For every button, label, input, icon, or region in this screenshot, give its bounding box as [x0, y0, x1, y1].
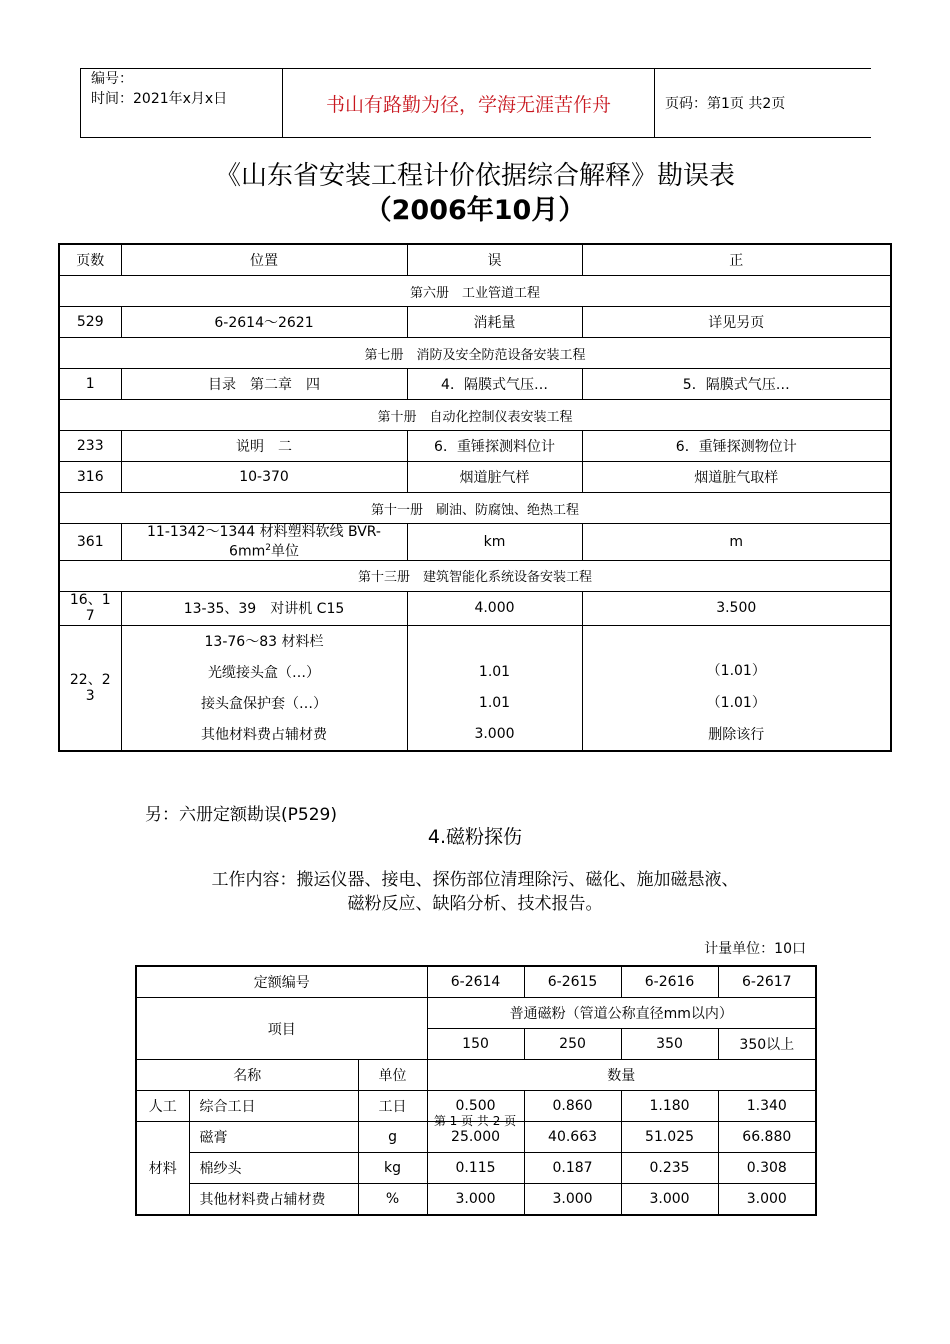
cell: 4.000: [407, 591, 582, 625]
position-line: 13-76～83 材料栏: [204, 634, 324, 651]
page-title-date: （2006年10月）: [364, 195, 586, 226]
cell: 0.860: [524, 1091, 621, 1122]
cell: 10-370: [121, 462, 407, 493]
cell: 6-2616: [621, 966, 718, 998]
cell: 单位: [358, 1060, 427, 1091]
page-title: 《山东省安装工程计价依据综合解释》勘误表: [214, 161, 735, 191]
cell: 3.000: [524, 1184, 621, 1216]
cell: [121, 625, 407, 751]
cell: 烟道脏气样: [407, 462, 582, 493]
cell: 6．重锤探测料位计: [407, 431, 582, 462]
cell: 250: [524, 1029, 621, 1060]
cell: m: [582, 524, 891, 561]
table-row: [59, 431, 891, 462]
section-title: 第十三册 建筑智能化系统设备安装工程: [59, 560, 891, 591]
cell: 4．隔膜式气压…: [407, 369, 582, 400]
motto: 书山有路勤为径，学海无涯苦作舟: [282, 69, 655, 137]
cell: km: [407, 524, 582, 561]
position-line: 11-1342～1344 材料塑料软线 BVR-: [147, 524, 381, 540]
cell: 名称: [136, 1060, 358, 1091]
cell: 0.235: [621, 1153, 718, 1184]
cell: 详见另页: [582, 307, 891, 338]
table-row: [136, 1184, 816, 1216]
cell: 13-35、39 对讲机 C15: [121, 591, 407, 625]
cell: 3.000: [427, 1184, 524, 1216]
cell: 材料: [136, 1122, 189, 1216]
cell: 1: [59, 369, 121, 400]
cell: 529: [59, 307, 121, 338]
cell: 6-2617: [718, 966, 816, 998]
table-row: [59, 524, 891, 561]
cell: 6-2615: [524, 966, 621, 998]
header-cell: 误: [407, 244, 582, 276]
cell: 工日: [358, 1091, 427, 1122]
section-title: 第十一册 刷油、防腐蚀、绝热工程: [59, 493, 891, 524]
page-label: 页码：第1页 共2页: [665, 96, 786, 112]
table-row: [59, 307, 891, 338]
position-line: 接头盒保护套（…）: [201, 696, 327, 713]
table-header-row: [59, 244, 891, 276]
cell: 5．隔膜式气压…: [582, 369, 891, 400]
cell: 1.01 1.01 3.000: [407, 625, 582, 751]
section-row: [59, 338, 891, 369]
cell: 磁膏: [189, 1122, 358, 1153]
cell: 0.500: [427, 1091, 524, 1122]
unit-note: 计量单位：10口: [704, 941, 806, 957]
table-row: [136, 966, 816, 998]
cell: 人工: [136, 1091, 189, 1122]
cell: kg: [358, 1153, 427, 1184]
cell: 66.880: [718, 1122, 816, 1153]
cell: 消耗量: [407, 307, 582, 338]
cell: 6-2614～2621: [121, 307, 407, 338]
cell: 3.000: [718, 1184, 816, 1216]
cell: 3.500: [582, 591, 891, 625]
work-content: 工作内容：搬运仪器、接电、探伤部位清理除污、磁化、施加磁悬液、 磁粉反应、缺陷分析、技术报告。: [211, 870, 739, 914]
position-line: 光缆接头盒（…）: [208, 665, 320, 682]
cell: 目录 第二章 四: [121, 369, 407, 400]
position-line: 其他材料费占辅材费: [201, 727, 327, 744]
cell: 0.115: [427, 1153, 524, 1184]
section-title: 第六册 工业管道工程: [59, 276, 891, 307]
table-row: [136, 1060, 816, 1091]
header-cell: 位置: [121, 244, 407, 276]
section-row: [59, 560, 891, 591]
errata-table: [58, 243, 892, 752]
cell: 6-2614: [427, 966, 524, 998]
cell: 350: [621, 1029, 718, 1060]
cell: [121, 524, 407, 561]
cell: 40.663: [524, 1122, 621, 1153]
cell: 22、2 3: [59, 625, 121, 751]
header-cell: 正: [582, 244, 891, 276]
cell: 定额编号: [136, 966, 427, 998]
cell: 项目: [136, 998, 427, 1060]
time-label: 时间：2021年x月x日: [91, 91, 228, 107]
section-title: 第七册 消防及安全防范设备安装工程: [59, 338, 891, 369]
cell: 25.000: [427, 1122, 524, 1153]
header-meta: [81, 69, 281, 137]
cell: g: [358, 1122, 427, 1153]
table-row: [59, 625, 891, 751]
cell: 316: [59, 462, 121, 493]
cell: 361: [59, 524, 121, 561]
cell: 350以上: [718, 1029, 816, 1060]
cell: 综合工日: [189, 1091, 358, 1122]
cell: 普通磁粉（管道公称直径mm以内）: [427, 998, 816, 1029]
cell: 烟道脏气取样: [582, 462, 891, 493]
header-cell: 页数: [59, 244, 121, 276]
table-row: [136, 1153, 816, 1184]
table-row: [59, 369, 891, 400]
page-footer: 第 1 页 共 2 页: [433, 1114, 517, 1128]
document-header: [80, 68, 871, 138]
cell: 1.180: [621, 1091, 718, 1122]
table-row: [136, 998, 816, 1029]
other-note: 另：六册定额勘误(P529): [145, 805, 337, 825]
cell: （1.01） （1.01） 删除该行: [582, 625, 891, 751]
cell: 0.187: [524, 1153, 621, 1184]
cell: 51.025: [621, 1122, 718, 1153]
cell: 数量: [427, 1060, 816, 1091]
cell: 150: [427, 1029, 524, 1060]
table-row: [59, 462, 891, 493]
section-row: [59, 400, 891, 431]
cell: 棉纱头: [189, 1153, 358, 1184]
cell: 其他材料费占辅材费: [189, 1184, 358, 1216]
table-row: [59, 591, 891, 625]
section-subtitle: 4.磁粉探伤: [427, 826, 523, 848]
cell: 16、1 7: [59, 591, 121, 625]
section-row: [59, 493, 891, 524]
number-label: 编号：: [91, 71, 133, 87]
cell: 说明 二: [121, 431, 407, 462]
cell: 0.308: [718, 1153, 816, 1184]
position-line: $6mm^2$单位: [229, 543, 299, 560]
section-row: [59, 276, 891, 307]
cell: 6．重锤探测物位计: [582, 431, 891, 462]
cell: 233: [59, 431, 121, 462]
section-title: 第十册 自动化控制仪表安装工程: [59, 400, 891, 431]
cell: 1.340: [718, 1091, 816, 1122]
cell: 3.000: [621, 1184, 718, 1216]
quota-table: [135, 965, 817, 1216]
cell: %: [358, 1184, 427, 1216]
